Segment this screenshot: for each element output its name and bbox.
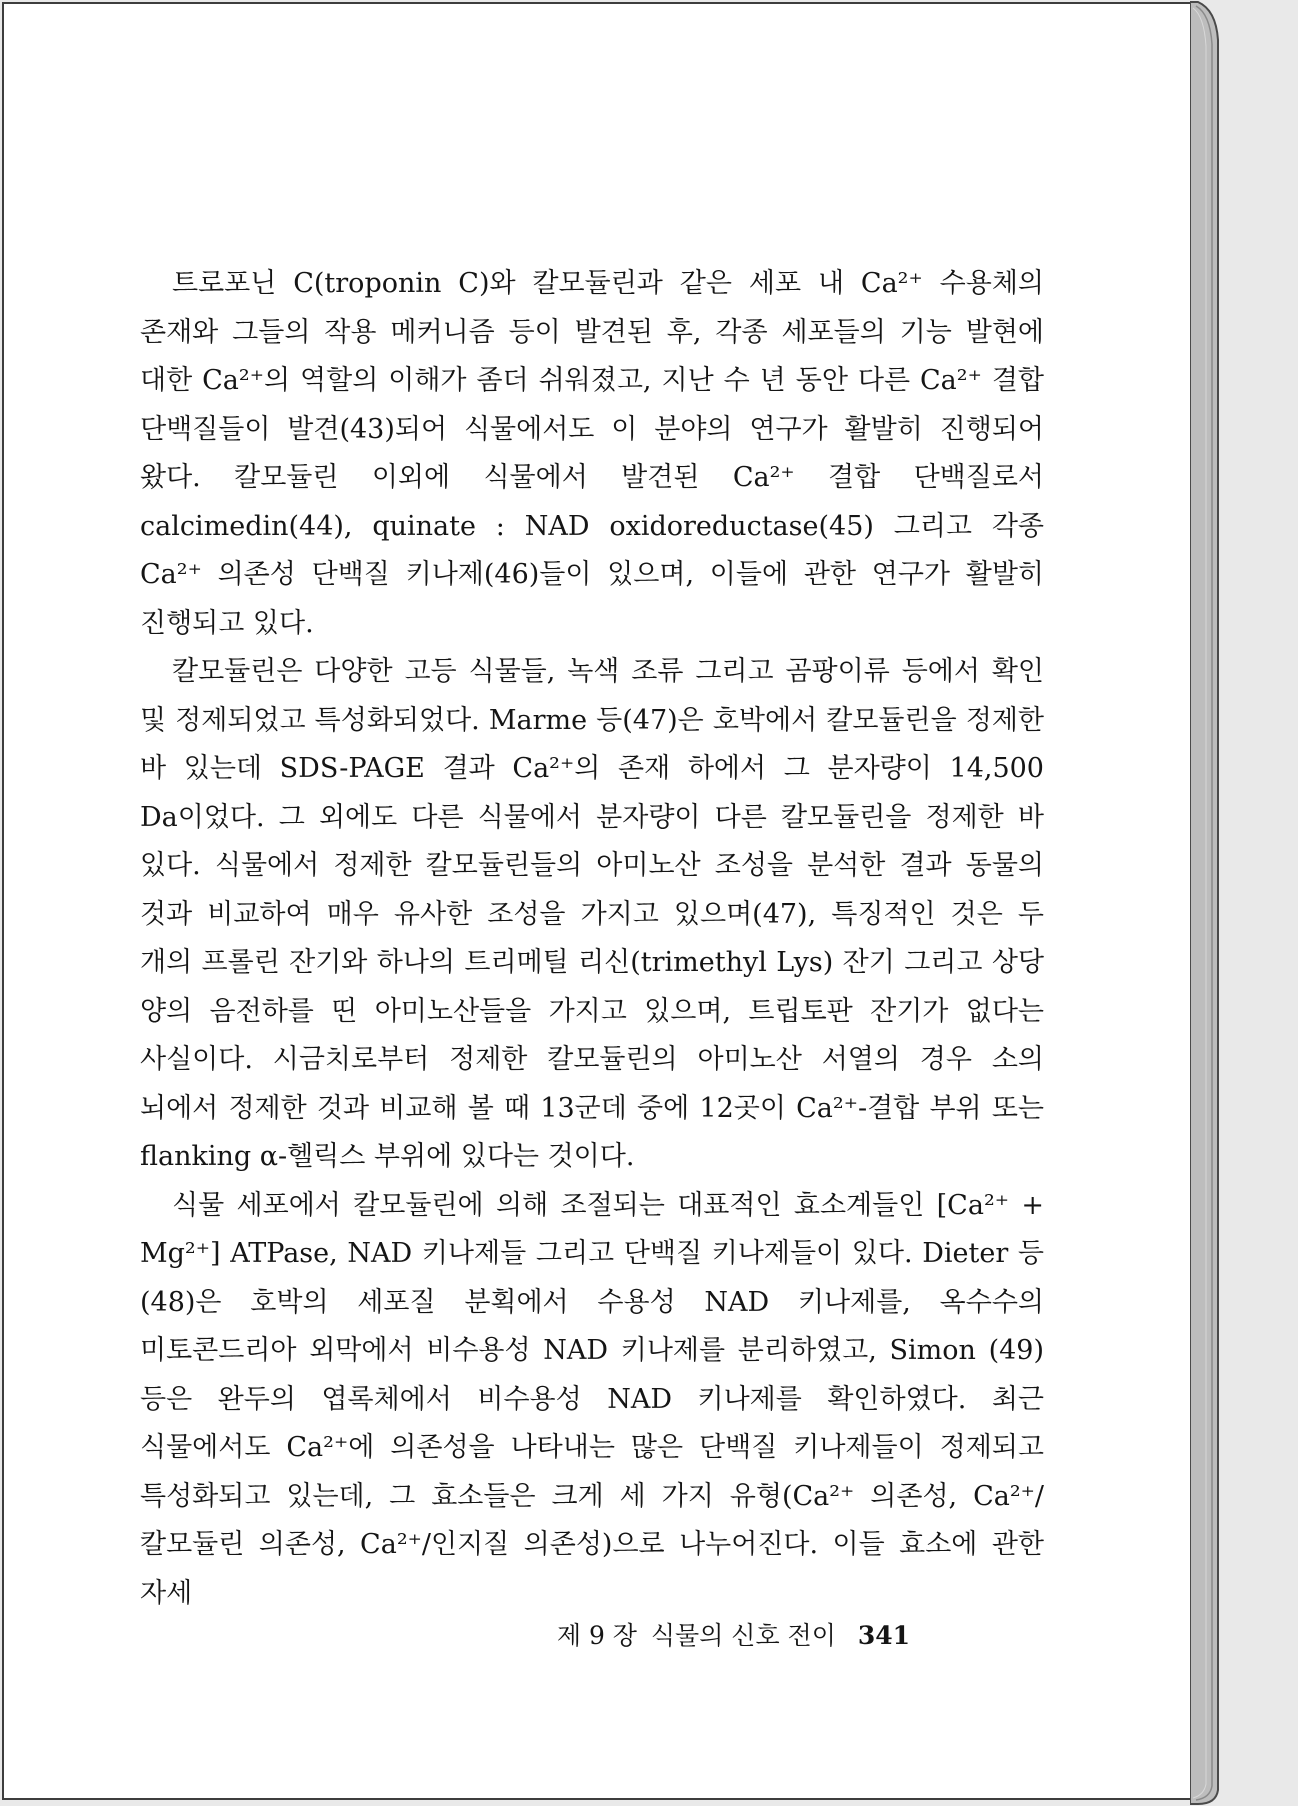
paragraph-2: 칼모듈린은 다양한 고등 식물들, 녹색 조류 그리고 곰팡이류 등에서 확인 및 정제되었고 특성화되었다. Marme 등(47)은 호박에서 칼모듈린을 정제한 바 있는데 SDS-PAGE 결과 Ca²⁺의 존재 하에서 그 분자량이 14,500 Da이었다. 그 외에도 다른 식물에서 분자량이 다른 칼모듈린을 정제한 바 있다. 식물에서 정제한 칼모듈린들의 아미노산 조성을 분석한 결과 동물의 것과 비교하여 매우 유사한 조성을 가지고 있으며(47), 특징적인 것은 두 개의 프롤린 잔기와 하나의 트리메틸 리신(trimethyl Lys) 잔기 그리고 상당 양의 음전하를 띤 아미노산들을 가지고 있으며, 트립토판 잔기가 없다는 사실이다. 시금치로부터 정제한 칼모듈린의 아미노산 서열의 경우 소의 뇌에서 정제한 것과 비교해 볼 때 13군데 중에 12곳이 Ca²⁺-결합 부위 또는 flanking α-헬릭스 부위에 있다는 것이다. — [140, 656, 1044, 1172]
chapter-title: 식물의 신호 전이 — [650, 1621, 836, 1650]
body-text — [140, 260, 1044, 1618]
chapter-label: 제 9 장 — [556, 1621, 637, 1650]
page-fore-edge — [1190, 0, 1220, 1806]
paragraph-3: 식물 세포에서 칼모듈린에 의해 조절되는 대표적인 효소계들인 [Ca²⁺ + Mg²⁺] ATPase, NAD 키나제들 그리고 단백질 키나제들이 있다. Dieter 등(48)은 호박의 세포질 분획에서 수용성 NAD 키나제를, 옥수수의 미토콘드리아 외막에서 비수용성 NAD 키나제를 분리하였고, Simon (49) 등은 완두의 엽록체에서 비수용성 NAD 키나제를 확인하였다. 최근 식물에서도 Ca²⁺에 의존성을 나타내는 많은 단백질 키나제들이 정제되고 특성화되고 있는데, 그 효소들은 크게 세 가지 유형(Ca²⁺ 의존성, Ca²⁺/칼모듈린 의존성, Ca²⁺/인지질 의존성)으로 나누어진다. 이들 효소에 관한 자세 — [140, 1189, 1044, 1609]
running-footer — [557, 1616, 910, 1652]
page-number: 341 — [857, 1621, 910, 1650]
paragraph-1: 트로포닌 C(troponin C)와 칼모듈린과 같은 세포 내 Ca²⁺ 수용체의 존재와 그들의 작용 메커니즘 등이 발견된 후, 각종 세포들의 기능 발현에 대한 Ca²⁺의 역할의 이해가 좀더 쉬워졌고, 지난 수 년 동안 다른 Ca²⁺ 결합 단백질들이 발견(43)되어 식물에서도 이 분야의 연구가 활발히 진행되어 왔다. 칼모듈린 이외에 식물에서 발견된 Ca²⁺ 결합 단백질로서 calcimedin(44), quinate : NAD oxidoreductase(45) 그리고 각종 Ca²⁺ 의존성 단백질 키나제(46)들이 있으며, 이들에 관한 연구가 활발히 진행되고 있다. — [140, 268, 1044, 639]
book-page — [2, 2, 1198, 1800]
